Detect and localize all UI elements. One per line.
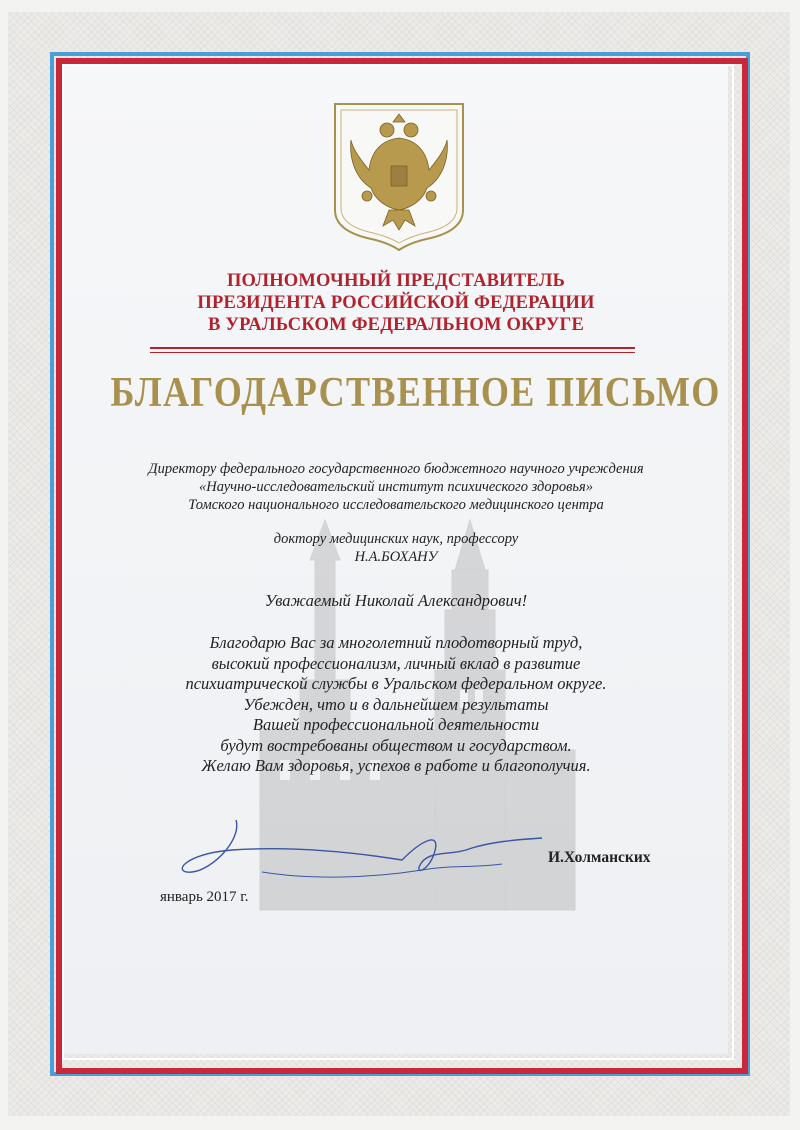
issue-date: январь 2017 г. [160, 889, 249, 905]
document-title: БЛАГОДАРСТВЕННОЕ ПИСЬМО [110, 370, 721, 416]
recipient-block [64, 460, 728, 514]
body-line: будут востребованы обществом и государством. [220, 735, 572, 755]
recipient-line: Томского национального исследовательского медицинского центра [188, 497, 604, 513]
issuer-heading [64, 270, 728, 336]
body-line: Благодарю Вас за многолетний плодотворный труд, [209, 633, 583, 652]
issuer-heading-line: ПРЕЗИДЕНТА РОССИЙСКОЙ ФЕДЕРАЦИИ [197, 293, 595, 313]
body-line: Желаю Вам здоровья, успехов в работе и благополучия. [201, 756, 591, 775]
body-line: высокий профессионализм, личный вклад в развитие [211, 653, 581, 673]
body-line: психиатрической службы в Уральском федеральном округе. [185, 674, 607, 693]
letter-body [64, 633, 728, 777]
recipient-line: Директору федерального государственного бюджетного научного учреждения [148, 461, 644, 477]
degree-line: доктору медицинских наук, профессору [273, 531, 519, 547]
russian-coat-of-arms-icon [331, 100, 467, 252]
heading-divider [150, 347, 635, 349]
issuer-heading-line: ПОЛНОМОЧНЫЙ ПРЕДСТАВИТЕЛЬ [226, 271, 566, 291]
signer-name: И.Холманских [548, 849, 651, 866]
body-line: Вашей профессиональной деятельности [252, 715, 540, 734]
recipient-line: «Научно-исследовательский институт психического здоровья» [198, 479, 594, 495]
handwritten-signature [172, 810, 572, 890]
recipient-degree-block [64, 530, 728, 566]
greeting: Уважаемый Николай Александрович! [264, 591, 528, 610]
body-line: Убежден, что и в дальнейшем результаты [243, 694, 549, 714]
heading-divider-thin [150, 352, 635, 353]
issuer-heading-line: В УРАЛЬСКОМ ФЕДЕРАЛЬНОМ ОКРУГЕ [208, 315, 584, 335]
recipient-name: Н.А.БОХАНУ [354, 549, 438, 565]
